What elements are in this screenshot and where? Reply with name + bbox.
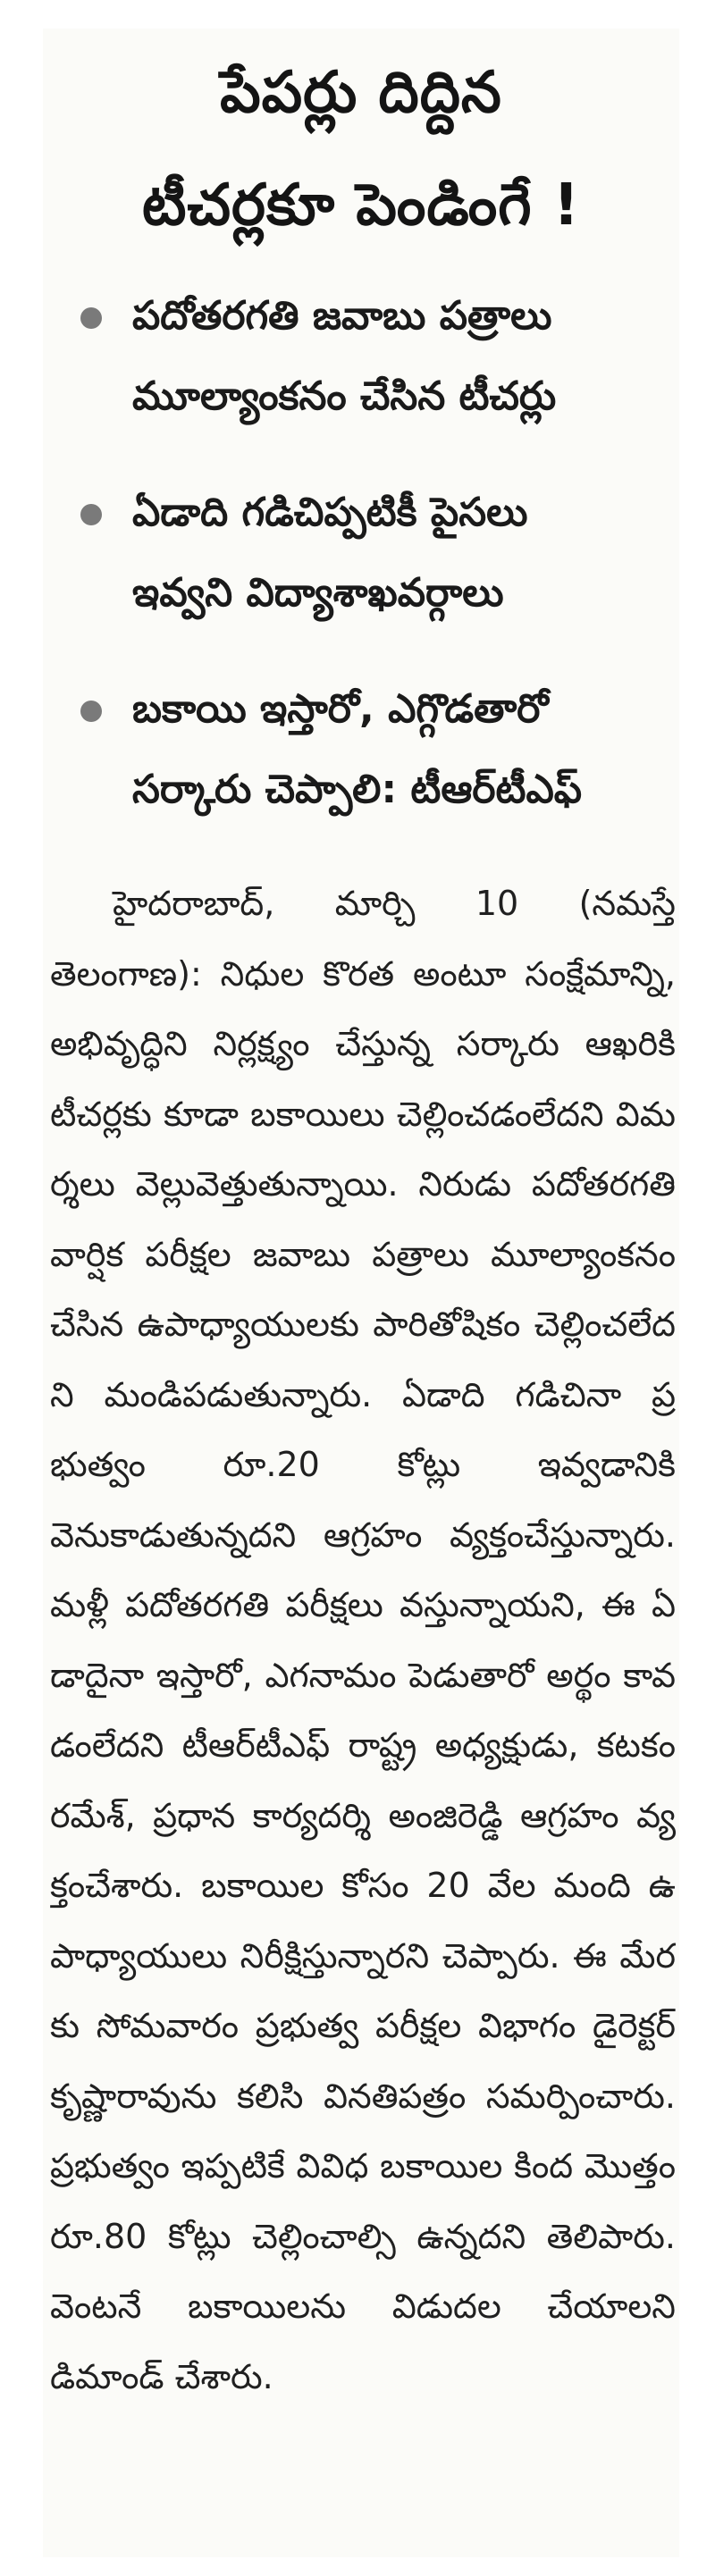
bullet-line: మూల్యాంకనం చేసిన టీచర్లు (132, 373, 557, 419)
headline-line-1: పేపర్లు దిద్దిన (220, 60, 502, 126)
paper-background (43, 29, 679, 2557)
bullet-dot-icon (80, 701, 102, 722)
bullet-line: బకాయి ఇస్తారో, ఎగ్గొడతారో (132, 686, 549, 732)
bullet-line: సర్కారు చెప్పాలి: టీఆర్‌టీఎఫ్ (132, 767, 583, 812)
article-text: హైదరాబాద్, మార్చి 10 (నమస్తే తెలంగాణ): నిధుల కొరత అంటూ సంక్షేమాన్ని, అభివృద్ధిని నిర్లక్ష్యం చేస్తున్న సర్కారు ఆఖరికి టీచర్లకు కూడా బకాయిలు చెల్లించడంలేదని విమర్శలు వెల్లువెత్తుతున్నాయి. నిరుడు పదోతరగతి వార్షిక పరీక్షల జవాబు పత్రాలు మూల్యాంకనం చేసిన ఉపాధ్యాయులకు పారితోషికం చెల్లించలేదని మండిపడుతున్నారు. ఏడాది గడిచినా ప్రభుత్వం రూ.20 కోట్లు ఇవ్వడానికి వెనుకాడుతున్నదని ఆగ్రహం వ్యక్తంచేస్తున్నారు. మళ్లీ పదోతరగతి పరీక్షలు వస్తున్నాయని, ఈ ఏడాదైనా ఇస్తారో, ఎగనామం పెడుతారో అర్థం కావడంలేదని టీఆర్‌టీఎఫ్ రాష్ట్ర అధ్యక్షుడు, కటకం రమేశ్, ప్రధాన కార్యదర్శి అంజిరెడ్డి ఆగ్రహం వ్యక్తంచేశారు. బకాయిల కోసం 20 వేల మంది ఉపాధ్యాయులు నిరీక్షిస్తున్నారని చెప్పారు. ఈ మేరకు సోమవారం ప్రభుత్వ పరీక్షల విభాగం డైరెక్టర్ కృష్ణారావును కలిసి వినతిపత్రం సమర్పించారు. ప్రభుత్వం ఇప్పటికే వివిధ బకాయిల కింద మొత్తం రూ.80 కోట్లు చెల్లించాల్సి ఉన్నదని తెలిపారు. వెంటనే బకాయిలను విడుదల చేయాలని డిమాండ్ చేశారు. (50, 884, 676, 2396)
bullet-dot-icon (80, 307, 102, 329)
subheading-bullets (43, 270, 679, 860)
bullet-line: పదోతరగతి జవాబు పత్రాలు (132, 293, 552, 339)
bullet-item (43, 270, 679, 466)
bullet-dot-icon (80, 504, 102, 525)
headline-line-2: టీచర్లకూ పెండింగే ! (141, 172, 581, 239)
bullet-line: ఏడాది గడిచిప్పటికీ పైసలు (132, 490, 528, 535)
article-body (50, 868, 676, 2412)
bullet-item (43, 663, 679, 860)
bullet-item (43, 466, 679, 663)
bullet-line: ఇవ్వని విద్యాశాఖవర్గాలు (132, 570, 504, 616)
